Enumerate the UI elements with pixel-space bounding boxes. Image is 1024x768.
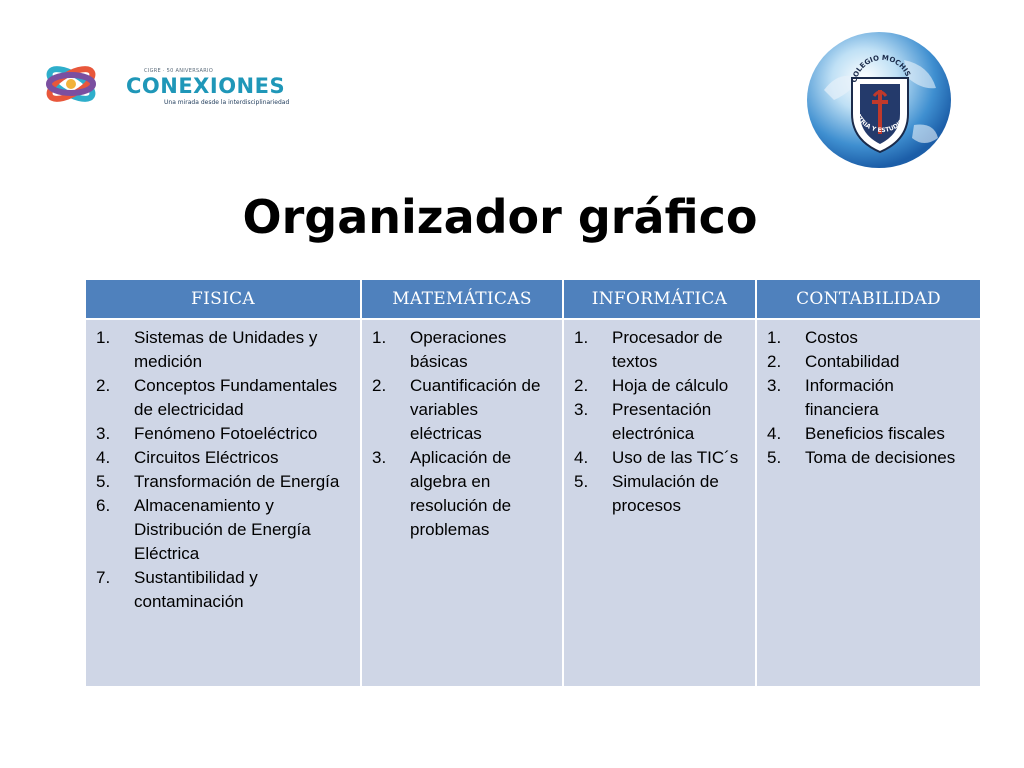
- list-item-text: Simulación de procesos: [612, 472, 719, 515]
- list-number: 3.: [372, 448, 387, 467]
- content-row: [85, 319, 981, 687]
- list-item: [92, 374, 352, 422]
- header-row: [85, 279, 981, 319]
- list-informatica: [570, 326, 747, 518]
- colegio-mochis-crest: [804, 30, 954, 170]
- list-item-text: Circuitos Eléctricos: [134, 448, 279, 467]
- list-number: 1.: [372, 328, 387, 347]
- crest-motto: PATRIA Y ESTUDIO: [852, 109, 906, 135]
- list-number: 3.: [767, 376, 782, 395]
- list-item: [92, 470, 352, 494]
- list-item-text: Uso de las TIC´s: [612, 448, 739, 467]
- list-item: [92, 326, 352, 374]
- list-item-text: Cuantificación de variables eléctricas: [410, 376, 541, 443]
- list-item-text: Sustantibilidad y contaminación: [134, 568, 258, 611]
- list-number: 7.: [96, 568, 111, 587]
- list-item: [570, 470, 747, 518]
- brand-name: CONEXIONES: [126, 74, 286, 98]
- list-item: [368, 326, 554, 374]
- list-number: 4.: [574, 448, 589, 467]
- list-item-text: Fenómeno Fotoeléctrico: [134, 424, 318, 443]
- list-item-text: Información financiera: [805, 376, 894, 419]
- list-item-text: Hoja de cálculo: [612, 376, 729, 395]
- list-item: [92, 566, 352, 614]
- list-item: [92, 446, 352, 470]
- column-header-informatica: INFORMÁTICA: [563, 279, 756, 319]
- list-item-text: Conceptos Fundamentales de electricidad: [134, 376, 338, 419]
- list-item: [570, 326, 747, 374]
- list-matematicas: [368, 326, 554, 542]
- list-item-text: Beneficios fiscales: [805, 424, 945, 443]
- organizer-table: [84, 278, 982, 688]
- list-number: 6.: [96, 496, 111, 515]
- list-item: [368, 446, 554, 542]
- column-header-contabilidad: CONTABILIDAD: [756, 279, 981, 319]
- list-item: [92, 494, 352, 566]
- list-item: [763, 350, 972, 374]
- list-number: 2.: [96, 376, 111, 395]
- list-fisica: [92, 326, 352, 614]
- brand-tagline: Una mirada desde la interdisciplinariedad: [164, 99, 290, 106]
- list-number: 2.: [767, 352, 782, 371]
- list-item-text: Aplicación de algebra en resolución de problemas: [410, 448, 512, 539]
- list-item-text: Contabilidad: [805, 352, 900, 371]
- conexiones-logo-icon: [40, 58, 102, 110]
- list-item: [763, 422, 972, 446]
- list-number: 3.: [574, 400, 589, 419]
- list-item: [570, 446, 747, 470]
- cell-fisica: [85, 319, 361, 687]
- globe-crest-icon: [804, 30, 954, 170]
- list-item-text: Toma de decisiones: [805, 448, 956, 467]
- column-header-fisica: FISICA: [85, 279, 361, 319]
- list-number: 1.: [574, 328, 589, 347]
- list-contabilidad: [763, 326, 972, 470]
- list-number: 2.: [372, 376, 387, 395]
- list-item: [570, 374, 747, 398]
- page-title: Organizador gráfico: [242, 190, 758, 244]
- list-item-text: Transformación de Energía: [134, 472, 340, 491]
- list-item-text: Almacenamiento y Distribución de Energía Eléctrica: [134, 496, 311, 563]
- list-number: 4.: [767, 424, 782, 443]
- list-item: [763, 446, 972, 470]
- brand-small-text: CIGRE · 50 ANIVERSARIO: [144, 68, 214, 74]
- list-number: 3.: [96, 424, 111, 443]
- list-item: [763, 374, 972, 422]
- conexiones-logo: [40, 56, 290, 116]
- list-item: [763, 326, 972, 350]
- list-number: 1.: [767, 328, 782, 347]
- list-item: [570, 398, 747, 446]
- crest-text: COLEGIO MOCHIS: [850, 53, 912, 84]
- list-item-text: Sistemas de Unidades y medición: [134, 328, 318, 371]
- list-item-text: Costos: [805, 328, 858, 347]
- column-header-matematicas: MATEMÁTICAS: [361, 279, 563, 319]
- list-number: 5.: [96, 472, 111, 491]
- list-number: 1.: [96, 328, 111, 347]
- list-number: 2.: [574, 376, 589, 395]
- cell-matematicas: [361, 319, 563, 687]
- list-item-text: Operaciones básicas: [410, 328, 507, 371]
- list-number: 4.: [96, 448, 111, 467]
- cell-informatica: [563, 319, 756, 687]
- list-item: [368, 374, 554, 446]
- list-item-text: Presentación electrónica: [612, 400, 712, 443]
- list-number: 5.: [574, 472, 589, 491]
- list-item-text: Procesador de textos: [612, 328, 723, 371]
- cell-contabilidad: [756, 319, 981, 687]
- list-number: 5.: [767, 448, 782, 467]
- list-item: [92, 422, 352, 446]
